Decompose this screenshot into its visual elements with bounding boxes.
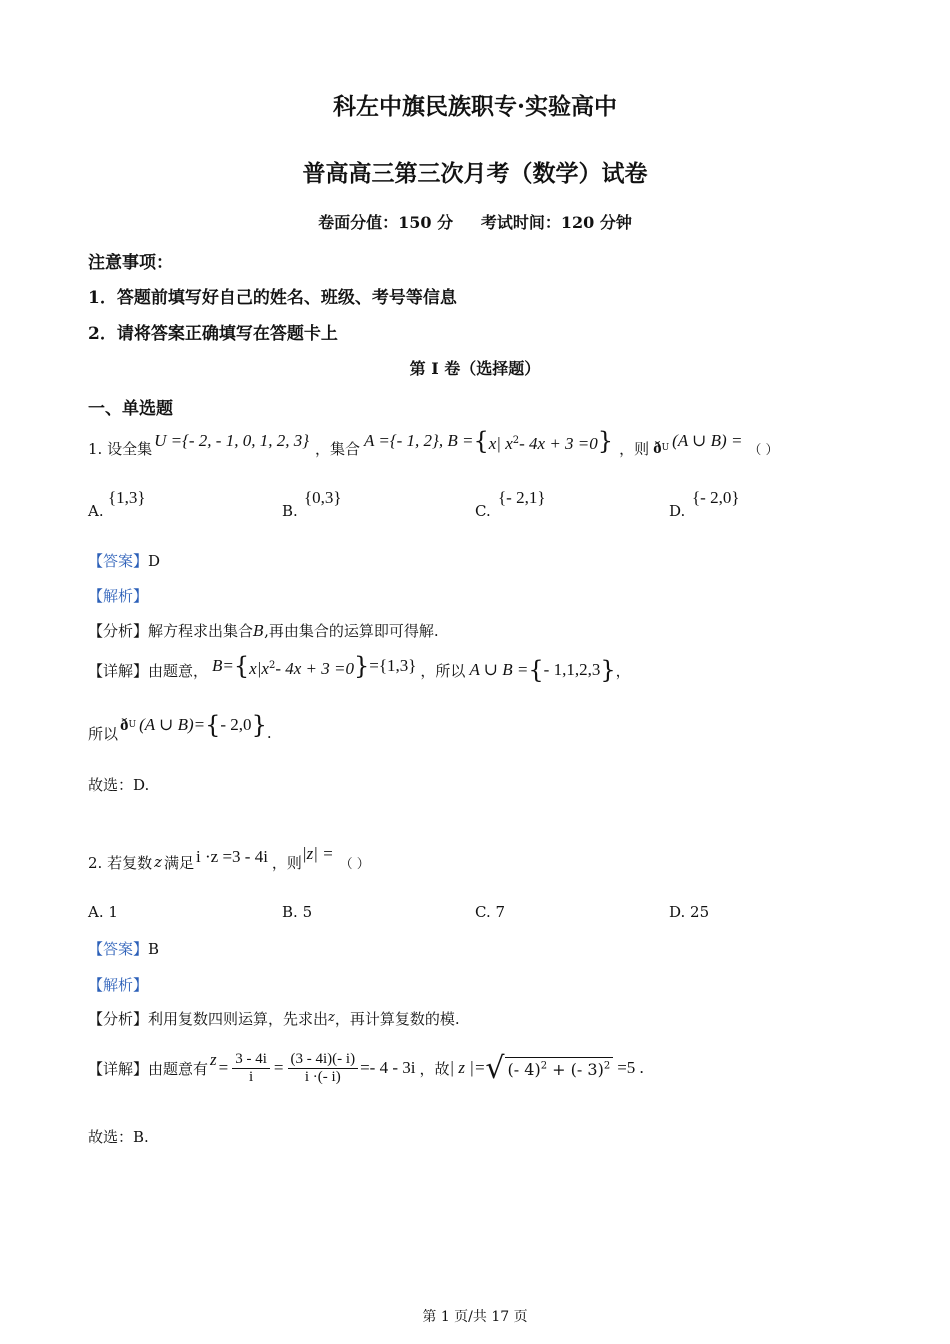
fenxi-tag: 【分析】	[88, 622, 149, 640]
q1-set-b-body: x| x	[488, 434, 513, 453]
q1-fenxi-text: 解方程求出集合	[148, 622, 254, 640]
q2-option-d	[669, 903, 709, 921]
q1-detail-so: ，所以	[420, 661, 466, 680]
fenxi-tag-2: 【分析】	[88, 1010, 149, 1028]
q1-fenxi-text2: ,再由集合的运算即可得解.	[264, 622, 439, 640]
q1-set-b-exp: 2	[512, 435, 520, 446]
q2-detail-text: 由题意有	[148, 1059, 209, 1078]
q1-detail-union-val: - 1,1,2,3	[543, 660, 601, 679]
q1-answer	[88, 550, 160, 571]
question-2	[88, 842, 370, 882]
q2-answer	[88, 938, 159, 959]
q1-detail-text: 由题意，	[148, 661, 209, 680]
q1-set-b: {x| $x^2-$ 4x + 3 =0}	[473, 427, 614, 455]
volume-title: 第 I 卷（选择题）	[409, 359, 541, 378]
q1-prefix: 1. 设全集	[88, 439, 153, 458]
q1-line2-expr: (A ∪ B)=	[139, 715, 206, 734]
score-info: 卷面分值：150 分 考试时间：120 分钟	[318, 213, 632, 232]
note-item-2: 2．请将答案正确填写在答题卡上	[88, 324, 338, 344]
part-title: 一、单选题	[88, 399, 173, 419]
q1-universal-set: U ={- 2, - 1, 0, 1, 2, 3}	[154, 431, 310, 450]
q1-detail-line2: 所以 ð U (A ∪ B)= { - 2,0 } .	[88, 711, 272, 743]
complement-symbol: ð	[653, 438, 662, 457]
q2-option-a-value: 1	[108, 903, 118, 921]
q1-option-a-value: {1,3}	[108, 488, 146, 507]
q2-fraction-2	[288, 1051, 359, 1086]
q1-detail-b: B=	[212, 656, 234, 675]
q2-abs: |z| =	[301, 844, 334, 863]
q1-option-d-label: D.	[669, 502, 686, 520]
q1-sub-u: U	[661, 443, 670, 453]
q2-sqrt: √ (- 4)$^2$ + (- 3)$^2$	[485, 1051, 613, 1086]
q1-option-c-value: {- 2,1}	[498, 488, 546, 507]
q1-fenxi	[88, 620, 439, 641]
q1-union-expr: (A ∪ B) =	[672, 431, 743, 450]
q2-option-c-label: C.	[475, 903, 491, 921]
q2-result: =- 4 - 3i	[360, 1058, 416, 1077]
q1-then-text: ，则	[619, 439, 650, 458]
q2-so: ，故	[419, 1059, 450, 1078]
q1-options	[88, 488, 868, 520]
q1-answer-value: D	[148, 552, 161, 570]
q2-option-d-label: D.	[669, 903, 686, 921]
q2-detail: 【详解】 由题意有 z = $\frac{3 - 4i}{i}$ = $\frac{(3 - 4i)(- i)}{i \cdot(- i)}$ =- 4 - 3i ，故 | z |= √ (- 4)$^2$ + (- 3)$^2$ =5 .	[88, 1050, 644, 1086]
detail-tag-2: 【详解】	[88, 1059, 149, 1078]
q2-fraction-1	[232, 1051, 270, 1086]
q2-options	[88, 903, 868, 925]
q2-analysis-tag: 【解析】	[88, 976, 149, 994]
q2-option-a-label: A.	[88, 903, 104, 921]
complement-symbol-2: ð	[120, 715, 129, 734]
q2-z: z	[154, 853, 162, 871]
q1-detail-exp: 2	[268, 660, 276, 671]
q2-sqrt-exp-a: 2	[540, 1060, 548, 1072]
q2-option-b-value: 5	[302, 903, 313, 921]
q1-analysis-tag: 【解析】	[88, 587, 149, 605]
q1-option-c-label: C.	[475, 502, 491, 520]
q2-then: ，则	[271, 853, 302, 872]
q1-line2-so: 所以	[88, 724, 119, 743]
q2-fenxi-text2: ，再计算复数的模.	[334, 1010, 460, 1028]
q2-sqrt-term-b: (- 3)	[570, 1060, 604, 1079]
q1-detail-set: {$x|x^2-$ 4x + 3 =0}	[233, 652, 370, 680]
q2-conclusion: 故选：B.	[88, 1128, 149, 1146]
q1-detail: 【详解】 由题意， B= {$x|x^2-$ 4x + 3 =0} ={1,3} ，所以 A ∪ B = { - 1,1,2,3 } ，	[88, 652, 631, 684]
q2-frac2-den: i ·(- i)	[304, 1068, 341, 1085]
q1-option-a-label: A.	[88, 502, 104, 520]
q2-option-c-value: 7	[495, 903, 506, 921]
q2-fenxi-text: 利用复数四则运算，先求出	[148, 1010, 329, 1028]
q2-final: =5 .	[617, 1058, 644, 1077]
q2-abs-z: | z |=	[449, 1058, 486, 1077]
detail-tag: 【详解】	[88, 661, 149, 680]
q2-option-b-label: B.	[282, 903, 298, 921]
q1-mid-text: ，集合	[315, 439, 361, 458]
q1-detail-comma: ，	[615, 661, 631, 680]
page-footer: 第 1 页/共 17 页	[422, 1309, 528, 1325]
school-title: 科左中旗民族职专·实验高中	[332, 93, 617, 120]
q2-frac2-num: (3 - 4i)(- i)	[288, 1051, 359, 1069]
q2-option-b	[282, 903, 312, 921]
question-1	[88, 428, 779, 468]
q1-option-b-label: B.	[282, 502, 298, 520]
q1-line2-sub-u: U	[128, 720, 137, 730]
q1-conclusion: 故选：D.	[88, 776, 150, 794]
q2-fenxi-z: z	[328, 1010, 335, 1025]
q1-set-b-tail: - 4x + 3 =0	[519, 434, 598, 453]
q1-detail-union: A ∪ B =	[469, 660, 529, 679]
q2-prefix: 2. 若复数	[88, 853, 153, 872]
q1-option-d-value: {- 2,0}	[692, 488, 740, 507]
q2-option-a	[88, 903, 118, 921]
q1-detail-set-body: x|x	[249, 659, 269, 678]
q2-sqrt-term-a: (- 4)	[507, 1060, 541, 1079]
q2-frac1-num: 3 - 4i	[232, 1051, 270, 1069]
q2-sqrt-exp-b: 2	[603, 1060, 611, 1072]
q2-option-d-value: 25	[690, 903, 710, 921]
q1-line2-dot: .	[266, 724, 272, 742]
answer-tag: 【答案】	[88, 552, 149, 570]
q2-option-c	[475, 903, 505, 921]
q2-answer-value: B	[148, 940, 160, 958]
q2-equation: i ·z =3 - 4i	[196, 847, 268, 866]
q1-fenxi-b: B	[253, 622, 265, 640]
q2-detail-z: z	[210, 1050, 217, 1069]
q1-detail-set-tail: - 4x + 3 =0	[275, 659, 354, 678]
q1-set-a: A ={- 1, 2}, B =	[364, 431, 474, 450]
q2-paren: （ ）	[339, 856, 370, 872]
q1-option-b-value: {0,3}	[304, 488, 342, 507]
q2-fenxi	[88, 1008, 460, 1029]
answer-tag-2: 【答案】	[88, 940, 149, 958]
q1-detail-eq: ={1,3}	[369, 656, 417, 675]
q1-line2-val: - 2,0	[220, 715, 252, 734]
q2-sqrt-plus: +	[547, 1060, 571, 1079]
note-item-1: 1．答题前填写好自己的姓名、班级、考号等信息	[88, 288, 457, 308]
q2-mid: 满足	[164, 853, 195, 872]
q2-frac1-den: i	[249, 1068, 254, 1085]
notes-heading: 注意事项：	[88, 253, 173, 273]
q1-paren: （ ）	[748, 442, 779, 458]
exam-title: 普高高三第三次月考（数学）试卷	[302, 160, 648, 187]
